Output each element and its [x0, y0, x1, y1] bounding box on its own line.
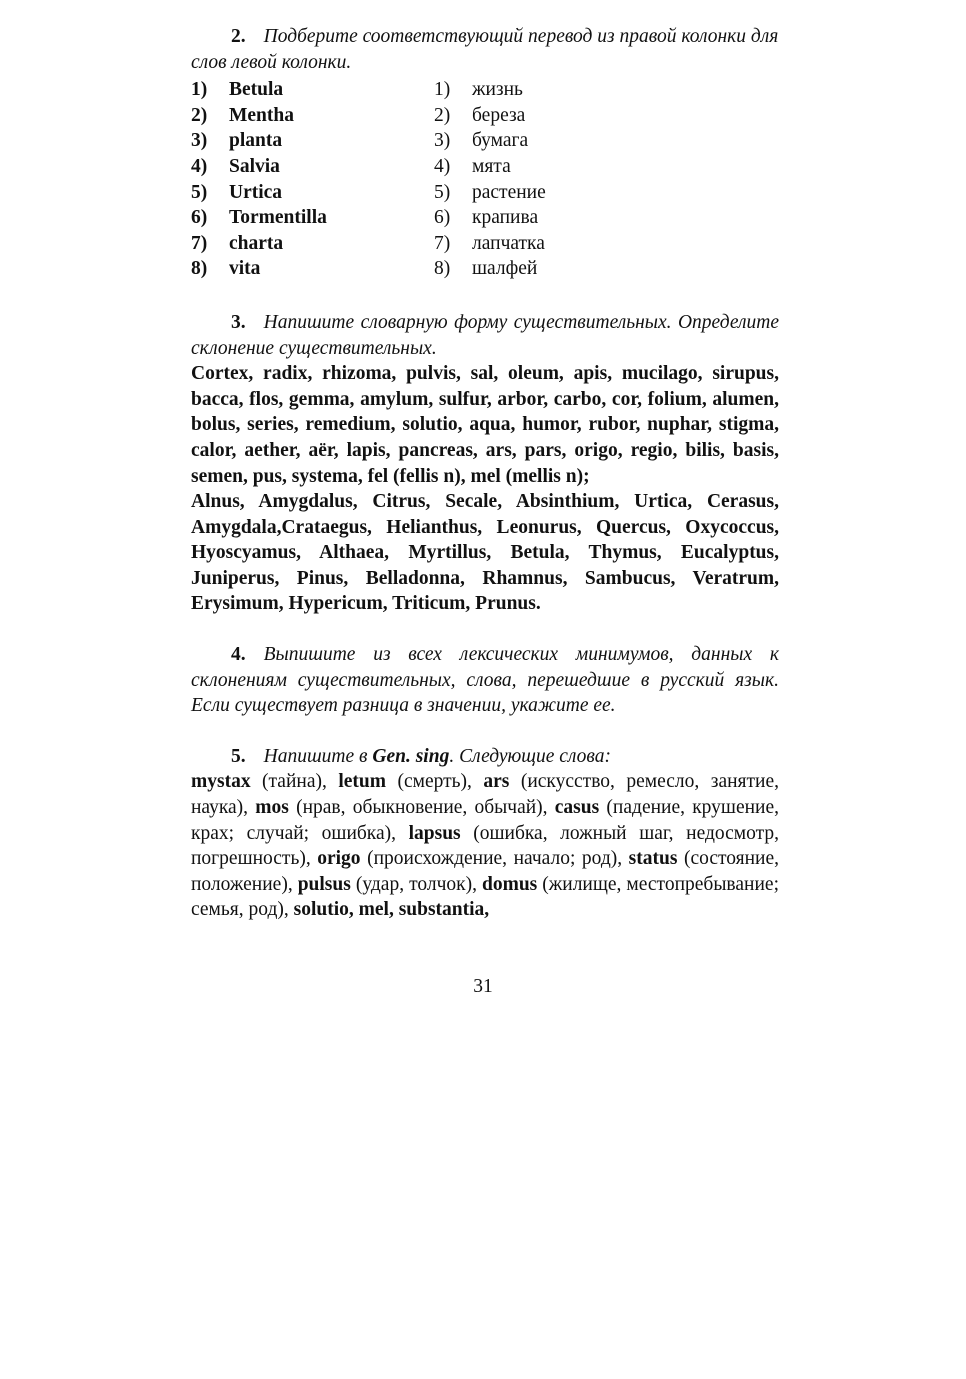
- left-item: 4) Salvia: [191, 155, 280, 177]
- left-item: 1) Betula: [191, 79, 284, 101]
- page-content: [191, 24, 779, 923]
- match-row: [191, 205, 779, 231]
- right-item: 8) шалфей: [434, 258, 538, 280]
- task4-instruction-text: Выпишите из всех лексических минимумов, данных к склонениям существительных, слова, перешедшие в русский язык. Если существует разница в значении, укажите ее.: [191, 644, 779, 717]
- task5-number: 5.: [231, 745, 246, 767]
- left-item: 3) planta: [191, 130, 283, 152]
- task4-instruction: [191, 642, 779, 719]
- right-item: 1) жизнь: [434, 79, 523, 101]
- match-row: [191, 154, 779, 180]
- task3-instruction: [191, 310, 779, 361]
- left-item: 5) Urtica: [191, 181, 283, 203]
- task2-matching-table: [191, 77, 779, 282]
- left-item: 2) Mentha: [191, 104, 294, 126]
- right-item: 4) мята: [434, 155, 511, 177]
- right-item: 6) крапива: [434, 207, 539, 229]
- match-row: [191, 231, 779, 257]
- task3-instruction-text: Напишите словарную форму существительных. Определите склонение существительных.: [191, 311, 779, 359]
- left-item: 7) charta: [191, 232, 284, 254]
- task2-instruction-text: Подберите соответствующий перевод из правой колонки для слов левой колонки.: [191, 26, 779, 73]
- right-item: 5) растение: [434, 181, 546, 203]
- task3-number: 3.: [231, 311, 246, 333]
- left-item: 8) vita: [191, 258, 261, 280]
- match-row: [191, 103, 779, 129]
- match-row: [191, 77, 779, 103]
- page-number: 31: [473, 976, 493, 997]
- task3-word-list-1: Cortex, radix, rhizoma, pulvis, sal, oleum, apis, mucilago, sirupus, bacca, flos, gemma, amylum, sulfur, arbor, carbo, cor, folium, alumen, bolus, series, remedium, solutio, aqua, humor, rubor, nuphar, stigma, calor, aether, aёr, lapis, pancreas, ars, pars, origo, regio, bilis, basis, semen, pus, systema, fel (fellis n), mel (mellis n);: [191, 363, 779, 487]
- task2-instruction: [191, 24, 779, 75]
- match-row: [191, 128, 779, 154]
- right-item: 2) береза: [434, 104, 526, 126]
- right-item: 3) бумага: [434, 130, 529, 152]
- left-item: 6) Tormentilla: [191, 207, 327, 229]
- gen-sing-term: Gen. sing: [372, 745, 450, 767]
- task5-instruction: 5. Напишите в Gen. sing. Следующие слова:: [231, 745, 611, 767]
- match-row: [191, 256, 779, 282]
- task4-number: 4.: [231, 644, 246, 666]
- task3-word-list-2: Alnus, Amygdalus, Citrus, Secale, Absinthium, Urtica, Cerasus, Amygdala,Crataegus, Helianthus, Leonurus, Quercus, Oxycoccus, Hyoscyamus, Althaea, Myrtillus, Betula, Thymus, Eucalyptus, Juniperus, Pinus, Belladonna, Rhamnus, Sambucus, Veratrum, Erysimum, Hypericum, Triticum, Prunus.: [191, 491, 779, 615]
- task5-word-list: mystax (тайна), letum (смерть), ars (искусство, ремесло, занятие, наука), mos (нрав, обыкновение, обычай), casus (падение, крушение, крах; случай; ошибка), lapsus (ошибка, ложный шаг, недосмотр, погрешность), origo (происхождение, начало; род), status (состояние, положение), pulsus (удар, толчок), domus (жилище, местопребывание; семья, род), solutio, mel, substantia,: [191, 771, 780, 921]
- match-row: [191, 180, 779, 206]
- right-item: 7) лапчатка: [434, 232, 545, 254]
- task2-number: 2.: [231, 26, 246, 47]
